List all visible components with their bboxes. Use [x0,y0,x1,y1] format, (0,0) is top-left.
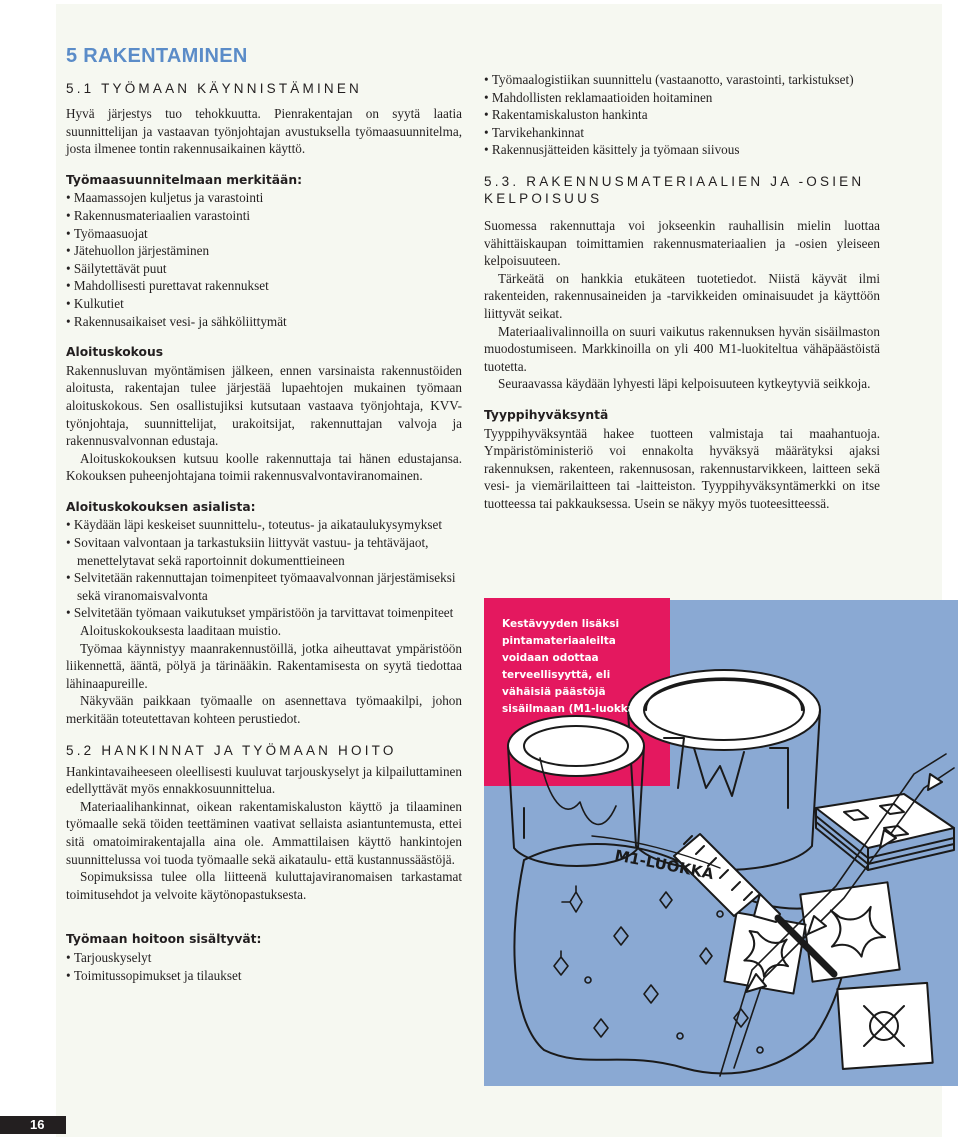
maintenance-list-left [66,949,462,984]
section-5-2-paragraph-1: Hankintavaiheeseen oleellisesti kuuluvat tarjouskyselyt ja kilpailuttaminen edellyttävät myös ennakkosuunnittelua. [66,763,462,797]
section-5-3-paragraph-2: Tärkeätä on hankkia etukäteen tuotetiedot. Niistä käyvät ilmi rakenteiden, rakennusaineiden ja -tarvikkeiden ominaisuudet ja käyttöön liittyvät seikat. [484,270,880,321]
list-item: • Rakennusaikaiset vesi- ja sähköliittymät [66,313,462,331]
left-column [66,44,462,984]
list-item: • Tarjouskyselyt [66,949,462,967]
list-item: • Työmaasuojat [66,225,462,243]
section-5-2-paragraph-3: Sopimuksissa tulee olla liitteenä kuluttajaviranomaisen tarkastamat toimitusehdot ja velvoite käytönopastuksesta. [66,869,462,902]
list-item: • Kulkutiet [66,295,462,313]
list-item: • Mahdollisten reklamaatioiden hoitaminen [484,89,880,107]
callout-text: Kestävyyden lisäksi pintamateriaaleilta voidaan odottaa terveellisyyttä, eli vähäisiä päästöjä sisäilmaan (M1-luokka). [502,618,644,715]
list-item: • Käydään läpi keskeiset suunnittelu-, toteutus- ja aikataulukysymykset [66,516,462,534]
agenda-heading: Aloituskokouksen asialista: [66,499,256,514]
section-5-1-heading: 5.1 TYÖMAAN KÄYNNISTÄMINEN [66,81,362,96]
section-5-2-heading: 5.2 HANKINNAT JA TYÖMAAN HOITO [66,742,397,758]
sign-paragraph: Näkyvään paikkaan työmaalle on asennettava työmaakilpi, johon merkitään toteutettavan kohteen perustiedot. [66,693,462,726]
maintenance-list-right [484,71,880,159]
list-item: • Sovitaan valvontaan ja tarkastuksiin liittyvät vastuu- ja tehtäväjaot, menettelytavat sekä raportoinnit dokumenttieineen [66,534,462,569]
type-approval-paragraph: Tyyppihyväksyntää hakee tuotteen valmistaja tai maahantuoja. Ympäristöministeriö voi ennakolta hyväksyä määrätyksi ajaksi rakennuksen, rakenteen, rakennusosan, rakennustarvikkeen, laitteen sekä vesi- ja viemärilaitteen tai -laitteiston. Tyyppihyväksyntämerkki on itse tuotteessa tai pakkauksessa. Usein se näkyy myös tuoteesitteessä. [484,425,880,511]
list-item: • Tarvikehankinnat [484,124,880,142]
list-item: • Selvitetään työmaan vaikutukset ympäristöön ja tarvittavat toimenpiteet [66,604,462,622]
list-item: • Säilytettävät puut [66,260,462,278]
plan-list [66,189,462,330]
kickoff-paragraph: Rakennusluvan myöntämisen jälkeen, ennen varsinaista rakennustöiden aloitusta, rakentajan tulee järjestää lupaehtojen mukainen työmaan aloituskokous. Sen osallistujiksi kutsutaan vastaava työnjohtaja, KVV-työnjohtaja, suunnittelijat, urakoitsijat, rakennuttajan valvoja ja rakennusvalvonnan edustaja. [66,362,462,449]
list-item: • Maamassojen kuljetus ja varastointi [66,189,462,207]
list-item: • Jätehuollon järjestäminen [66,242,462,260]
list-item: • Työmaalogistiikan suunnittelu (vastaanotto, varastointi, tarkistukset) [484,71,880,89]
illustration-label: M1-LUOKKA [613,846,716,884]
plan-heading: Työmaasuunnitelmaan merkitään: [66,172,302,187]
section-5-2-paragraph-2: Materiaalihankinnat, oikean rakentamiskaluston käyttö ja tilaaminen työmaalle sekä töiden teettäminen vaativat sellaista asiantuntemusta, ettei sitä omatoimirakentajalla aina ole. Ammattilaisen käyttö hankintojen suunnittelussa voi tuoda työmaalle sekä aikataulu- että kustannussäästöjä. [66,798,462,867]
maintenance-heading: Työmaan hoitoon sisältyvät: [66,932,262,947]
noise-paragraph: Työmaa käynnistyy maanrakennustöillä, jotka aiheuttavat ympäristöön liikennettä, ääntä, pölyä ja tärinääkin. Rakentamisesta on syytä tiedottaa lähinaapureille. [66,640,462,691]
agenda-list [66,516,462,622]
section-5-1-intro: Hyvä järjestys tuo tehokkuutta. Pienrakentajan on syytä laatia suunnittelijan ja vastaavan työnjohtajan avustuksella työmaasuunnitelma, josta ilmenee tontin rakennusaikainen käyttö. [66,106,462,157]
chapter-title: 5 RAKENTAMINEN [66,45,248,67]
page-number: 16 [30,1117,45,1132]
minutes-line: Aloituskokouksesta laaditaan muistio. [80,623,282,639]
section-5-3-paragraph-1: Suomessa rakennuttaja voi jokseenkin rauhallisin mielin luottaa vähittäiskaupan toimittamien rakennusmateriaalien ja -osien yleiseen kelpoisuuteen. [484,217,880,269]
type-approval-heading: Tyyppihyväksyntä [484,407,609,422]
section-5-3-paragraph-4: Seuraavassa käydään lyhyesti läpi kelpoisuuteen kytkeytyviä seikkoja. [498,376,871,392]
list-item: • Rakentamiskaluston hankinta [484,106,880,124]
section-5-3-heading: 5.3. RAKENNUSMATERIAALIEN JA -OSIEN KELPOISUUS [484,173,865,206]
list-item: • Toimitussopimukset ja tilaukset [66,967,462,985]
section-5-3-paragraph-3: Materiaalivalinnoilla on suuri vaikutus rakennuksen hyvän sisäilmaston muodostumiseen. Markkinoilla on yli 400 M1-luokiteltua vähäpäästöistä tuotetta. [484,323,880,374]
kickoff-heading: Aloituskokous [66,345,164,360]
kickoff-paragraph-2: Aloituskokouksen kutsuu koolle rakennuttaja tai hänen edustajansa. Kokouksen puheenjohtajana toimii rakennusvalvontaviranomainen. [66,450,462,484]
right-column [484,71,880,512]
list-item: • Selvitetään rakennuttajan toimenpiteet työmaavalvonnan järjestämiseksi sekä viranomaisvalvonta [66,569,462,604]
list-item: • Mahdollisesti purettavat rakennukset [66,277,462,295]
list-item: • Rakennusjätteiden käsittely ja työmaan siivous [484,141,880,159]
list-item: • Rakennusmateriaalien varastointi [66,207,462,225]
